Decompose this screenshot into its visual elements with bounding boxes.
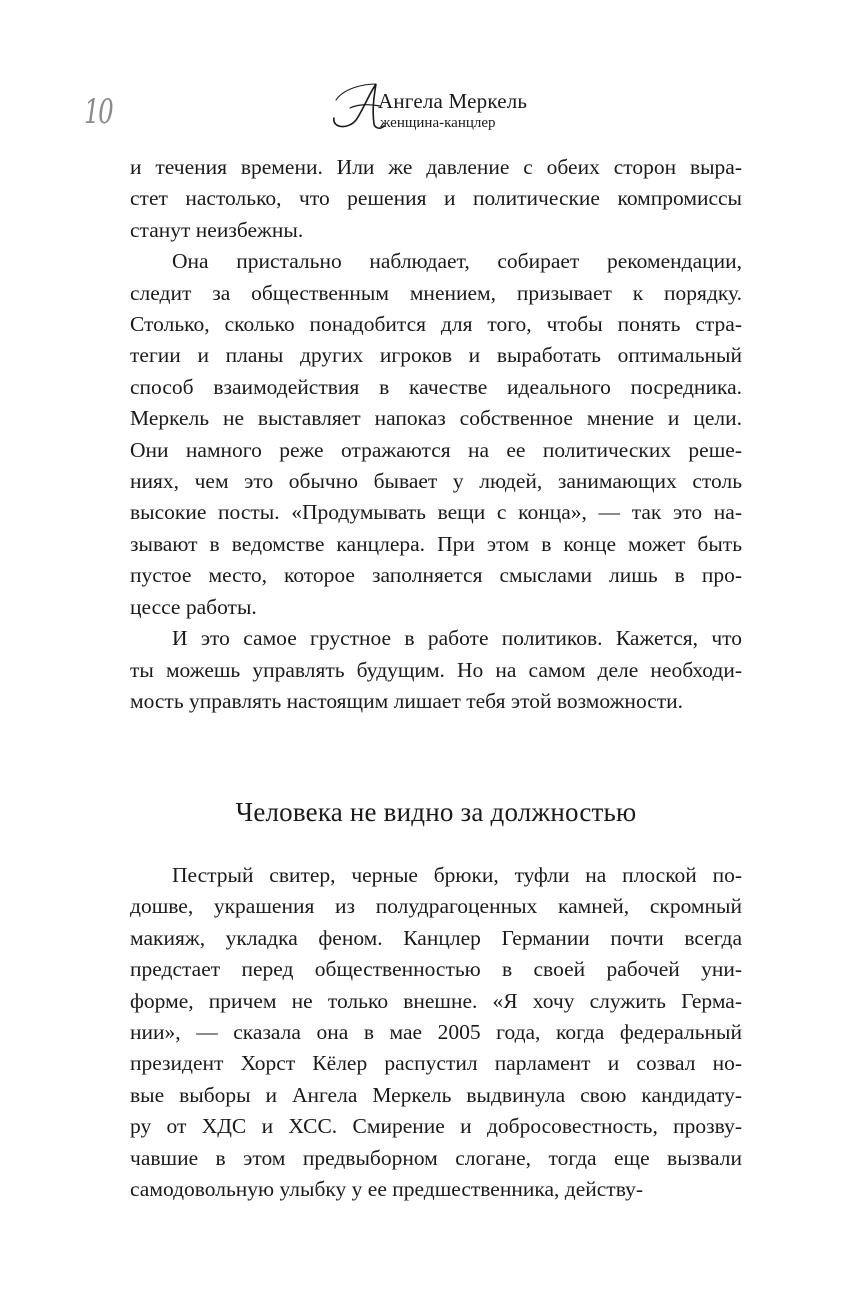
book-title: Ангела Меркель	[378, 89, 528, 113]
section-body-text	[130, 860, 742, 1205]
text-line: мость управлять настоящим лишает тебя этой возможности.	[130, 688, 684, 713]
text-line: Она пристально наблюдает, собирает рекомендации,	[172, 249, 742, 274]
text-line: пустое место, которое заполняется смыслами лишь в про-	[130, 563, 742, 588]
paragraph	[130, 246, 742, 623]
book-subtitle: женщина-канцлер	[380, 115, 496, 131]
text-line: Столько, сколько понадобится для того, чтобы понять стра-	[130, 312, 742, 337]
text-line: Они намного реже отражаются на ее политических реше-	[130, 437, 742, 462]
text-line: цессе работы.	[130, 594, 257, 619]
text-line: ру от ХДС и ХСС. Смирение и добросовестность, прозву-	[130, 1114, 742, 1139]
text-line: зывают в ведомстве канцлера. При этом в конце может быть	[130, 531, 742, 556]
text-line: чавшие в этом предвыборном слогане, тогда еще вызвали	[130, 1145, 742, 1170]
text-line: высокие посты. «Продумывать вещи с конца», — так это на-	[130, 500, 742, 525]
text-line: форме, причем не только внешне. «Я хочу служить Герма-	[130, 988, 742, 1013]
text-line: самодовольную улыбку у ее предшественника, действу-	[130, 1177, 644, 1202]
text-line: дошве, украшения из полудрагоценных камней, скромный	[130, 894, 742, 919]
paragraph	[130, 623, 742, 717]
text-line: ты можешь управлять будущим. Но на самом деле необходи-	[130, 657, 742, 682]
text-line: тегии и планы других игроков и выработать оптимальный	[130, 343, 742, 368]
text-line: И это самое грустное в работе политиков. Кажется, что	[172, 626, 742, 651]
text-line: и течения времени. Или же давление с обеих сторон выра-	[130, 155, 742, 179]
text-line: стет настолько, что решения и политические компромиссы	[130, 186, 742, 211]
top-body-text	[130, 152, 742, 717]
text-line: станут неизбежны.	[130, 217, 304, 242]
text-line: предстает перед общественностью в своей рабочей уни-	[130, 957, 742, 982]
text-line: вые выборы и Ангела Меркель выдвинула свою кандидату-	[130, 1082, 742, 1107]
text-line: президент Хорст Кёлер распустил парламент и созвал но-	[130, 1051, 742, 1076]
paragraph	[130, 860, 742, 1205]
page-number: 10	[84, 92, 113, 132]
text-line: способ взаимодействия в качестве идеального посредника.	[130, 374, 742, 399]
text-line: нии», — сказала она в мае 2005 года, когда федеральный	[130, 1020, 742, 1045]
text-line: Пестрый свитер, черные брюки, туфли на плоской по-	[172, 863, 742, 887]
text-line: макияж, укладка феном. Канцлер Германии почти всегда	[130, 925, 742, 950]
section-heading: Человека не видно за должностью	[235, 797, 637, 827]
running-head	[330, 78, 540, 134]
text-line: Меркель не выставляет напоказ собственное мнение и цели.	[130, 406, 742, 431]
paragraph	[130, 152, 742, 246]
text-line: ниях, чем это обычно бывает у людей, занимающих столь	[130, 469, 742, 494]
text-line: следит за общественным мнением, призывает к порядку.	[130, 280, 742, 305]
